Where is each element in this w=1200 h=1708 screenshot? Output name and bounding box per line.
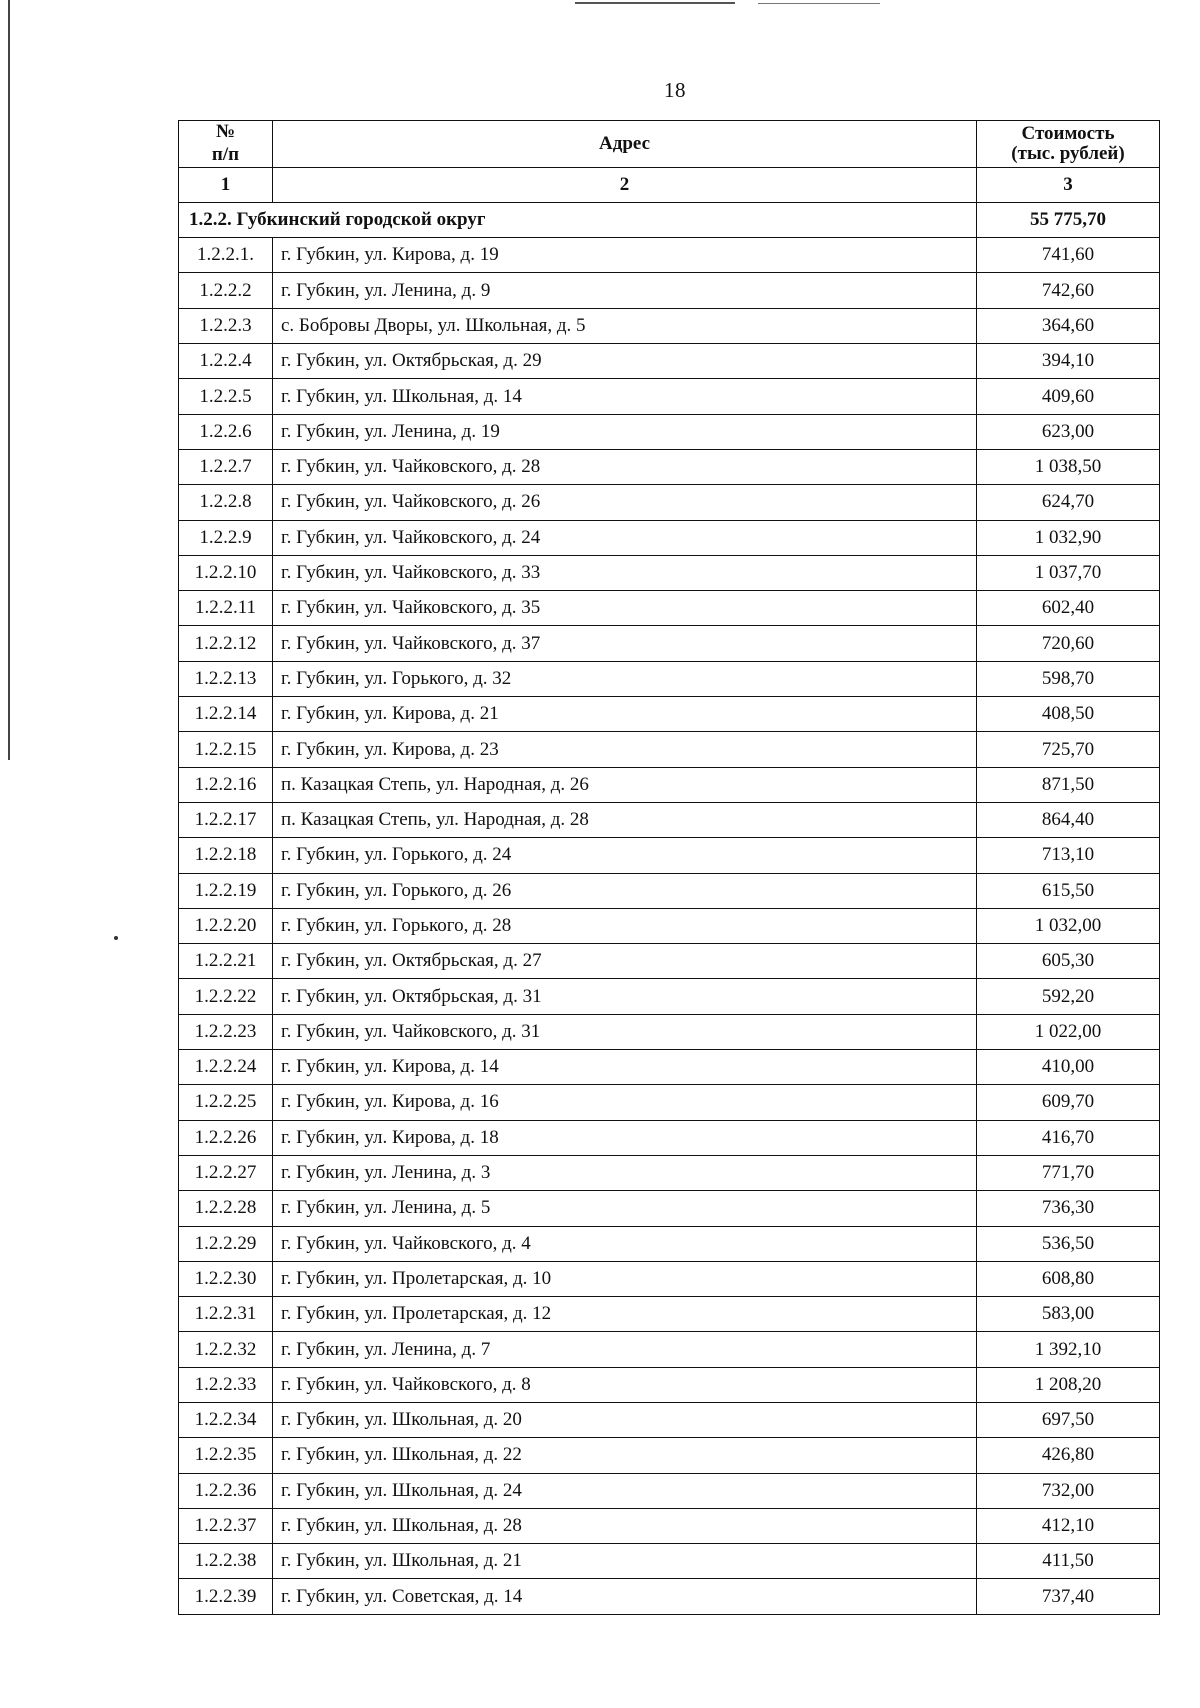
row-address: г. Губкин, ул. Школьная, д. 28	[273, 1508, 977, 1543]
row-cost: 864,40	[977, 802, 1160, 837]
table-row	[179, 449, 1160, 484]
row-cost: 624,70	[977, 485, 1160, 520]
table-row	[179, 1297, 1160, 1332]
table-row	[179, 1402, 1160, 1437]
table-row	[179, 626, 1160, 661]
row-cost: 732,00	[977, 1473, 1160, 1508]
table-row	[179, 1508, 1160, 1543]
row-cost: 1 037,70	[977, 555, 1160, 590]
row-number: 1.2.2.35	[179, 1438, 273, 1473]
row-number: 1.2.2.29	[179, 1226, 273, 1261]
row-address: г. Губкин, ул. Ленина, д. 3	[273, 1155, 977, 1190]
section-title: 1.2.2. Губкинский городской округ	[179, 202, 977, 237]
section-total: 55 775,70	[977, 202, 1160, 237]
document-table-wrapper	[178, 120, 1159, 1615]
row-address: г. Губкин, ул. Чайковского, д. 33	[273, 555, 977, 590]
document-table	[178, 120, 1160, 1615]
row-cost: 615,50	[977, 873, 1160, 908]
row-number: 1.2.2.13	[179, 661, 273, 696]
page-number: 18	[664, 78, 686, 102]
column-number-row	[179, 167, 1160, 202]
scan-edge-top	[575, 2, 735, 4]
row-cost: 713,10	[977, 838, 1160, 873]
row-cost: 1 022,00	[977, 1014, 1160, 1049]
row-number: 1.2.2.26	[179, 1120, 273, 1155]
row-cost: 598,70	[977, 661, 1160, 696]
row-cost: 605,30	[977, 944, 1160, 979]
row-cost: 1 032,00	[977, 908, 1160, 943]
header-address-cell	[273, 121, 977, 168]
header-number-label-line2: п/п	[211, 143, 240, 165]
row-cost: 408,50	[977, 697, 1160, 732]
row-number: 1.2.2.30	[179, 1261, 273, 1296]
table-row	[179, 732, 1160, 767]
row-number: 1.2.2.32	[179, 1332, 273, 1367]
row-number: 1.2.2.3	[179, 308, 273, 343]
row-cost: 409,60	[977, 379, 1160, 414]
table-row	[179, 1438, 1160, 1473]
row-address: г. Губкин, ул. Школьная, д. 14	[273, 379, 977, 414]
row-number: 1.2.2.8	[179, 485, 273, 520]
row-address: г. Губкин, ул. Кирова, д. 21	[273, 697, 977, 732]
row-number: 1.2.2.39	[179, 1579, 273, 1614]
table-row	[179, 873, 1160, 908]
row-number: 1.2.2.1.	[179, 238, 273, 273]
row-number: 1.2.2.31	[179, 1297, 273, 1332]
table-row	[179, 1120, 1160, 1155]
table-row	[179, 414, 1160, 449]
row-address: г. Губкин, ул. Ленина, д. 9	[273, 273, 977, 308]
table-header-row	[179, 121, 1160, 168]
row-address: г. Губкин, ул. Кирова, д. 23	[273, 732, 977, 767]
table-row	[179, 979, 1160, 1014]
table-row	[179, 1191, 1160, 1226]
row-address: с. Бобровы Дворы, ул. Школьная, д. 5	[273, 308, 977, 343]
row-address: г. Губкин, ул. Горького, д. 26	[273, 873, 977, 908]
row-number: 1.2.2.18	[179, 838, 273, 873]
table-row	[179, 661, 1160, 696]
row-cost: 737,40	[977, 1579, 1160, 1614]
table-row	[179, 344, 1160, 379]
table-row	[179, 1332, 1160, 1367]
row-cost: 623,00	[977, 414, 1160, 449]
table-row	[179, 1085, 1160, 1120]
table-row	[179, 485, 1160, 520]
row-number: 1.2.2.5	[179, 379, 273, 414]
row-address: г. Губкин, ул. Кирова, д. 19	[273, 238, 977, 273]
row-address: г. Губкин, ул. Чайковского, д. 4	[273, 1226, 977, 1261]
table-row	[179, 1261, 1160, 1296]
row-address: г. Губкин, ул. Ленина, д. 5	[273, 1191, 977, 1226]
row-number: 1.2.2.10	[179, 555, 273, 590]
table-row	[179, 555, 1160, 590]
table-row	[179, 767, 1160, 802]
row-number: 1.2.2.11	[179, 591, 273, 626]
row-number: 1.2.2.2	[179, 273, 273, 308]
row-address: г. Губкин, ул. Октябрьская, д. 31	[273, 979, 977, 1014]
row-cost: 1 032,90	[977, 520, 1160, 555]
column-number-1: 1	[179, 167, 273, 202]
column-number-2: 2	[273, 167, 977, 202]
row-address: г. Губкин, ул. Ленина, д. 19	[273, 414, 977, 449]
row-number: 1.2.2.15	[179, 732, 273, 767]
table-row	[179, 1226, 1160, 1261]
row-address: г. Губкин, ул. Чайковского, д. 8	[273, 1367, 977, 1402]
row-number: 1.2.2.14	[179, 697, 273, 732]
row-cost: 1 038,50	[977, 449, 1160, 484]
row-address: г. Губкин, ул. Школьная, д. 22	[273, 1438, 977, 1473]
row-address: г. Губкин, ул. Октябрьская, д. 29	[273, 344, 977, 379]
row-cost: 364,60	[977, 308, 1160, 343]
row-cost: 741,60	[977, 238, 1160, 273]
row-address: г. Губкин, ул. Школьная, д. 20	[273, 1402, 977, 1437]
row-number: 1.2.2.7	[179, 449, 273, 484]
row-address: г. Губкин, ул. Чайковского, д. 37	[273, 626, 977, 661]
row-number: 1.2.2.33	[179, 1367, 273, 1402]
row-cost: 416,70	[977, 1120, 1160, 1155]
row-cost: 426,80	[977, 1438, 1160, 1473]
row-address: г. Губкин, ул. Кирова, д. 14	[273, 1050, 977, 1085]
row-cost: 394,10	[977, 344, 1160, 379]
row-cost: 602,40	[977, 591, 1160, 626]
scan-speck	[114, 936, 118, 940]
row-number: 1.2.2.36	[179, 1473, 273, 1508]
table-row	[179, 238, 1160, 273]
table-row	[179, 273, 1160, 308]
row-address: п. Казацкая Степь, ул. Народная, д. 28	[273, 802, 977, 837]
table-body	[179, 121, 1160, 1615]
table-row	[179, 1579, 1160, 1614]
table-row	[179, 591, 1160, 626]
scan-edge-top-secondary	[758, 3, 880, 4]
row-cost: 608,80	[977, 1261, 1160, 1296]
row-address: г. Губкин, ул. Горького, д. 32	[273, 661, 977, 696]
table-row	[179, 1155, 1160, 1190]
row-address: г. Губкин, ул. Октябрьская, д. 27	[273, 944, 977, 979]
row-address: г. Губкин, ул. Советская, д. 14	[273, 1579, 977, 1614]
table-row	[179, 1473, 1160, 1508]
row-number: 1.2.2.6	[179, 414, 273, 449]
row-number: 1.2.2.21	[179, 944, 273, 979]
row-cost: 410,00	[977, 1050, 1160, 1085]
row-number: 1.2.2.34	[179, 1402, 273, 1437]
table-row	[179, 1050, 1160, 1085]
table-row	[179, 308, 1160, 343]
row-address: г. Губкин, ул. Школьная, д. 24	[273, 1473, 977, 1508]
table-row	[179, 1544, 1160, 1579]
header-number-label-line1: №	[215, 121, 236, 142]
row-number: 1.2.2.9	[179, 520, 273, 555]
row-number: 1.2.2.24	[179, 1050, 273, 1085]
row-cost: 1 208,20	[977, 1367, 1160, 1402]
row-address: г. Губкин, ул. Горького, д. 24	[273, 838, 977, 873]
row-address: г. Губкин, ул. Ленина, д. 7	[273, 1332, 977, 1367]
row-cost: 412,10	[977, 1508, 1160, 1543]
row-cost: 771,70	[977, 1155, 1160, 1190]
header-cost-label-line2: (тыс. рублей)	[1011, 142, 1125, 164]
row-number: 1.2.2.25	[179, 1085, 273, 1120]
table-row	[179, 802, 1160, 837]
row-number: 1.2.2.12	[179, 626, 273, 661]
header-address-label: Адрес	[599, 132, 650, 154]
table-row	[179, 1014, 1160, 1049]
row-number: 1.2.2.28	[179, 1191, 273, 1226]
row-cost: 742,60	[977, 273, 1160, 308]
row-number: 1.2.2.17	[179, 802, 273, 837]
scan-edge-left	[8, 0, 10, 760]
row-address: г. Губкин, ул. Кирова, д. 16	[273, 1085, 977, 1120]
row-address: г. Губкин, ул. Горького, д. 28	[273, 908, 977, 943]
row-number: 1.2.2.20	[179, 908, 273, 943]
table-row	[179, 1367, 1160, 1402]
row-cost: 725,70	[977, 732, 1160, 767]
row-number: 1.2.2.16	[179, 767, 273, 802]
row-number: 1.2.2.38	[179, 1544, 273, 1579]
row-address: г. Губкин, ул. Пролетарская, д. 12	[273, 1297, 977, 1332]
row-address: п. Казацкая Степь, ул. Народная, д. 26	[273, 767, 977, 802]
row-number: 1.2.2.23	[179, 1014, 273, 1049]
row-address: г. Губкин, ул. Чайковского, д. 31	[273, 1014, 977, 1049]
column-number-3: 3	[977, 167, 1160, 202]
row-cost: 583,00	[977, 1297, 1160, 1332]
row-cost: 609,70	[977, 1085, 1160, 1120]
row-cost: 736,30	[977, 1191, 1160, 1226]
row-number: 1.2.2.19	[179, 873, 273, 908]
row-address: г. Губкин, ул. Школьная, д. 21	[273, 1544, 977, 1579]
row-cost: 697,50	[977, 1402, 1160, 1437]
table-row	[179, 697, 1160, 732]
section-row	[179, 202, 1160, 237]
row-cost: 871,50	[977, 767, 1160, 802]
table-row	[179, 520, 1160, 555]
row-number: 1.2.2.37	[179, 1508, 273, 1543]
row-number: 1.2.2.22	[179, 979, 273, 1014]
row-cost: 411,50	[977, 1544, 1160, 1579]
row-address: г. Губкин, ул. Чайковского, д. 35	[273, 591, 977, 626]
row-cost: 592,20	[977, 979, 1160, 1014]
row-address: г. Губкин, ул. Кирова, д. 18	[273, 1120, 977, 1155]
table-row	[179, 379, 1160, 414]
row-cost: 720,60	[977, 626, 1160, 661]
header-number-cell	[179, 121, 273, 168]
row-address: г. Губкин, ул. Пролетарская, д. 10	[273, 1261, 977, 1296]
header-cost-label-line1: Стоимость	[1021, 122, 1115, 144]
row-cost: 1 392,10	[977, 1332, 1160, 1367]
row-cost: 536,50	[977, 1226, 1160, 1261]
row-address: г. Губкин, ул. Чайковского, д. 24	[273, 520, 977, 555]
row-number: 1.2.2.27	[179, 1155, 273, 1190]
table-row	[179, 838, 1160, 873]
row-address: г. Губкин, ул. Чайковского, д. 28	[273, 449, 977, 484]
row-address: г. Губкин, ул. Чайковского, д. 26	[273, 485, 977, 520]
table-row	[179, 944, 1160, 979]
row-number: 1.2.2.4	[179, 344, 273, 379]
table-row	[179, 908, 1160, 943]
header-cost-cell	[977, 121, 1160, 168]
